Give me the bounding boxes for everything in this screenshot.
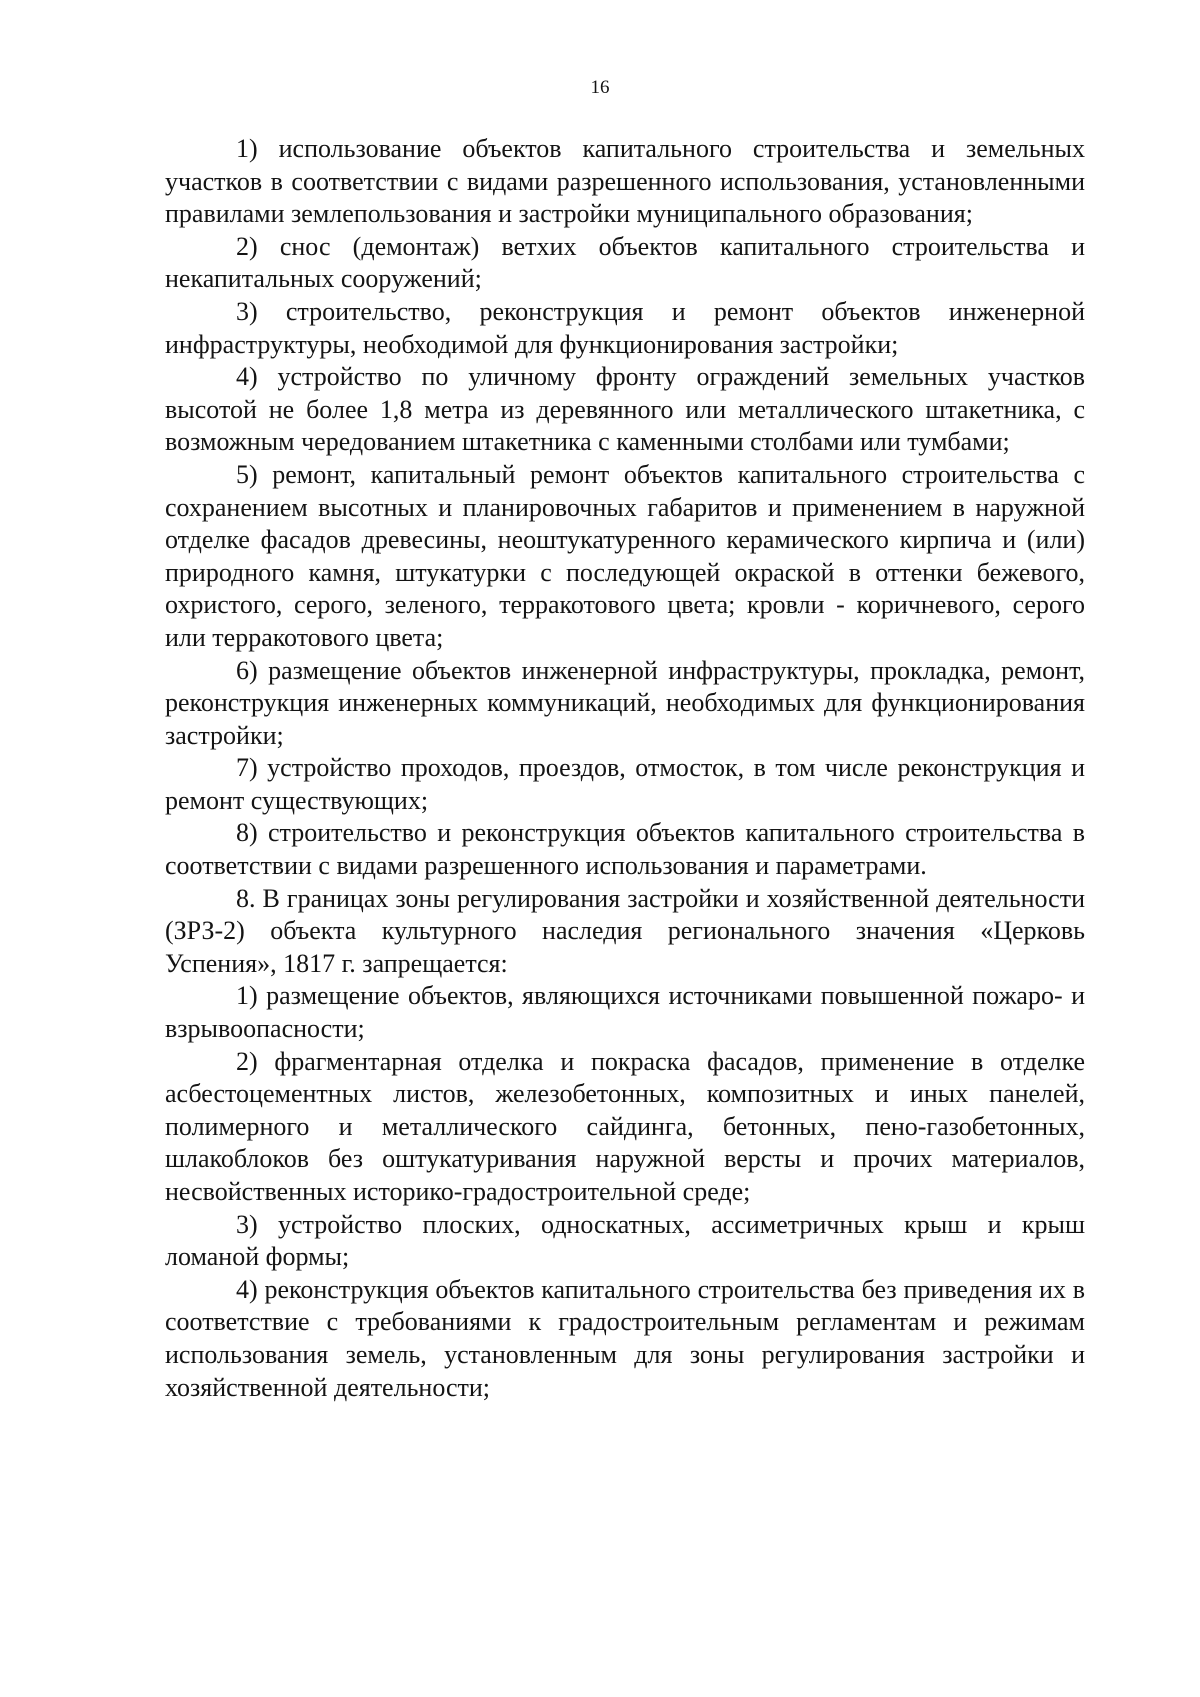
paragraph-item-4-fences: 4) устройство по уличному фронту ограждений земельных участков высотой не более 1,8 метра из деревянного или металлического штакетника, с возможным чередованием штакетника с каменными столбами или тумбами; (165, 362, 1085, 457)
paragraph-item-2-demolition: 2) снос (демонтаж) ветхих объектов капитального строительства и некапитальных сооружений; (165, 231, 1085, 294)
paragraph-item-1-use-of-objects: 1) использование объектов капитального строительства и земельных участков в соответствии с видами разрешенного использования, установленными правилами землепользования и застройки муниципального образования; (165, 134, 1085, 229)
paragraph-item-5-repair: 5) ремонт, капитальный ремонт объектов капитального строительства с сохранением высотных и планировочных габаритов и применением в наружной отделке фасадов древесины, неоштукатуренного керамического кирпича и (или) природного камня, штукатурки с последующей окраской в оттенки бежевого, охристого, серого, зеленого, терракотового цвета; кровли - коричневого, серого или терракотового цвета; (165, 459, 1085, 652)
paragraph-section-8-prohibitions: 8. В границах зоны регулирования застройки и хозяйственной деятельности (ЗРЗ-2) объекта культурного наследия регионального значения «Церковь Успения», 1817 г. запрещается: (165, 883, 1085, 978)
paragraph-prohibition-3-roofs: 3) устройство плоских, односкатных, ассиметричных крыш и крыш ломаной формы; (165, 1209, 1085, 1272)
paragraph-item-3-engineering-infrastructure: 3) строительство, реконструкция и ремонт объектов инженерной инфраструктуры, необходимой для функционирования застройки; (165, 296, 1085, 359)
paragraph-item-8-construction: 8) строительство и реконструкция объектов капитального строительства в соответствии с видами разрешенного использования и параметрами. (165, 818, 1085, 881)
paragraph-prohibition-4-reconstruction: 4) реконструкция объектов капитального строительства без приведения их в соответствие с требованиями к градостроительным регламентам и режимам использования земель, установленным для зоны регулирования застройки и хозяйственной деятельности; (165, 1274, 1085, 1402)
paragraph-item-7-passages: 7) устройство проходов, проездов, отмосток, в том числе реконструкция и ремонт существующих; (165, 753, 1085, 815)
paragraph-prohibition-1-fire-hazard: 1) размещение объектов, являющихся источниками повышенной пожаро- и взрывоопасности; (165, 981, 1085, 1044)
paragraph-prohibition-2-facade-finishing: 2) фрагментарная отделка и покраска фасадов, применение в отделке асбестоцементных листов, железобетонных, композитных и иных панелей, полимерного и металлического сайдинга, бетонных, пено-газобетонных, шлакоблоков без оштукатуривания наружной версты и прочих материалов, несвойственных историко-градостроительной среде; (165, 1046, 1085, 1206)
document-body (165, 133, 1085, 1404)
paragraph-item-6-communications: 6) размещение объектов инженерной инфраструктуры, прокладка, ремонт, реконструкция инженерных коммуникаций, необходимых для функционирования застройки; (165, 655, 1085, 750)
page-number: 16 (590, 77, 610, 98)
